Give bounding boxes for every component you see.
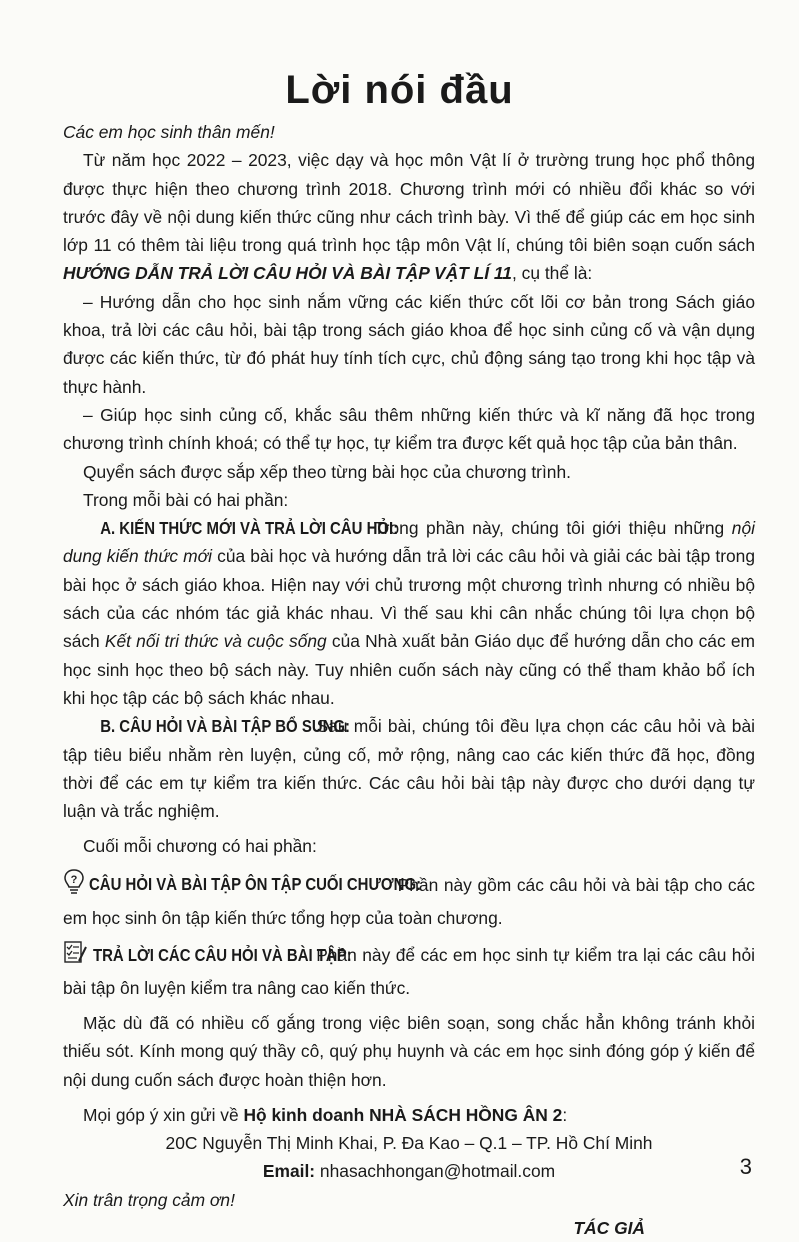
review-label: CÂU HỎI VÀ BÀI TẬP ÔN TẬP CUỐI CHƯƠNG: <box>89 874 422 895</box>
contact-suffix: : <box>562 1104 568 1125</box>
goal-2: – Giúp học sinh củng cố, khắc sâu thêm những kiến thức và kĩ năng đã học trong chương trình chính khoá; có thể tự học, tự kiểm tra được kết quả học tập của bản thân. <box>63 404 755 454</box>
intro-text-1: Từ năm học 2022 – 2023, việc dạy và học môn Vật lí ở trường trung học phổ thông được thực hiện theo chương trình 2018. Chương trình mới có nhiều đổi khác so với trước đây về nội dung kiến thức cũng như cách trình bày. Vì thế để giúp các em học sinh lớp 11 có thêm tài liệu trong quá trình học tập môn Vật lí, chúng tôi biên soạn cuốn sách <box>63 150 755 256</box>
intro-text-2: , cụ thể là: <box>511 263 593 284</box>
two-parts-text: Trong mỗi bài có hai phần: <box>83 489 289 510</box>
review-paragraph <box>63 868 755 933</box>
part-b-label: B. CÂU HỎI VÀ BÀI TẬP BỔ SUNG: <box>100 716 351 737</box>
part-a-text-3: của Nhà xuất bản Giáo dục để hướng dẫn cho các em học sinh học theo bộ sách này. Tuy nhiên cuốn sách này cũng có thể tham khảo bổ ích khi học tập các bộ sách khác nhau. <box>63 631 755 708</box>
lightbulb-question-icon <box>63 868 85 904</box>
answers-paragraph <box>63 939 755 1002</box>
svg-text:?: ? <box>70 873 78 886</box>
part-a-text-2: của bài học và hướng dẫn trả lời các câu hỏi và giải các bài tập trong bài học ở sách giáo khoa. Hiện nay với chủ trương một chương trình nhưng có nhiều bộ sách của các nhóm tác giả khác nhau. Vì thế sau khi cân nhắc chúng tôi lựa chọn bộ sách <box>63 546 756 652</box>
answers-text: Phần này để các em học sinh tự kiểm tra lại các câu hỏi bài tập ôn luyện kiểm tra nâng cao kiến thức. <box>63 945 755 998</box>
contact-line <box>63 1101 755 1129</box>
closing-paragraph: Mặc dù đã có nhiều cố gắng trong việc biên soạn, song chắc hẳn không tránh khỏi thiếu sót. Kính mong quý thầy cô, quý phụ huynh và các em học sinh đóng góp ý kiến để nội dung cuốn sách được hoàn thiện hơn. <box>63 1012 755 1090</box>
checklist-pencil-icon <box>63 939 89 973</box>
contact-company: Hộ kinh doanh NHÀ SÁCH HỒNG ÂN 2 <box>243 1104 563 1125</box>
part-a-text-1: Trong phần này, chúng tôi giới thiệu những <box>366 518 732 539</box>
review-text: Phần này gồm các câu hỏi và bài tập cho các em học sinh ôn tập kiến thức tổng hợp của toàn chương. <box>63 874 755 929</box>
thanks-text: Xin trân trọng cảm ơn! <box>63 1189 235 1210</box>
greeting: Các em học sinh thân mến! <box>63 122 275 142</box>
chapter-end-text: Cuối mỗi chương có hai phần: <box>83 836 317 857</box>
preface-body <box>63 118 755 1242</box>
answers-label: TRẢ LỜI CÁC CÂU HỎI VÀ BÀI TẬP: <box>93 945 352 966</box>
contact-prefix: Mọi góp ý xin gửi về <box>83 1104 244 1125</box>
email-address: nhasachhongan@hotmail.com <box>315 1161 556 1182</box>
email-label: Email: <box>262 1161 316 1182</box>
intro-paragraph <box>63 146 755 287</box>
arrangement-text: Quyển sách được sắp xếp theo từng bài học của chương trình. <box>83 461 571 482</box>
page-number: 3 <box>739 1154 752 1179</box>
page-title: Lời nói đầu <box>285 68 514 112</box>
goal-1: – Hướng dẫn cho học sinh nắm vững các kiến thức cốt lõi cơ bản trong Sách giáo khoa, trả lời các câu hỏi, bài tập trong sách giáo khoa để học sinh củng cố và vận dụng được các kiến thức, từ đó phát huy tính tích cực, chủ động sáng tạo trong khi học tập và thực hành. <box>63 291 755 397</box>
part-b-paragraph <box>63 712 755 825</box>
part-a-italic-2: Kết nối tri thức và cuộc sống <box>104 631 327 652</box>
part-a-paragraph <box>63 514 755 712</box>
part-b-text: Sau mỗi bài, chúng tôi đều lựa chọn các câu hỏi và bài tập tiêu biểu nhằm rèn luyện, củng cố, mở rộng, nâng cao các kiến thức đã học, đồng thời để các em tự kiểm tra kiến thức. Các câu hỏi bài tập này được cho dưới dạng tự luận và trắc nghiệm. <box>63 716 755 822</box>
contact-address: 20C Nguyễn Thị Minh Khai, P. Đa Kao – Q.1 – TP. Hồ Chí Minh <box>165 1133 653 1154</box>
part-a-italic-1: nội dung kiến thức mới <box>63 518 755 567</box>
signature: TÁC GIẢ <box>573 1217 645 1238</box>
book-title: HƯỚNG DẪN TRẢ LỜI CÂU HỎI VÀ BÀI TẬP VẬT LÍ 11 <box>63 263 512 284</box>
part-a-label: A. KIẾN THỨC MỚI VÀ TRẢ LỜI CÂU HỎI: <box>100 518 399 539</box>
contact-email-line <box>63 1157 755 1185</box>
